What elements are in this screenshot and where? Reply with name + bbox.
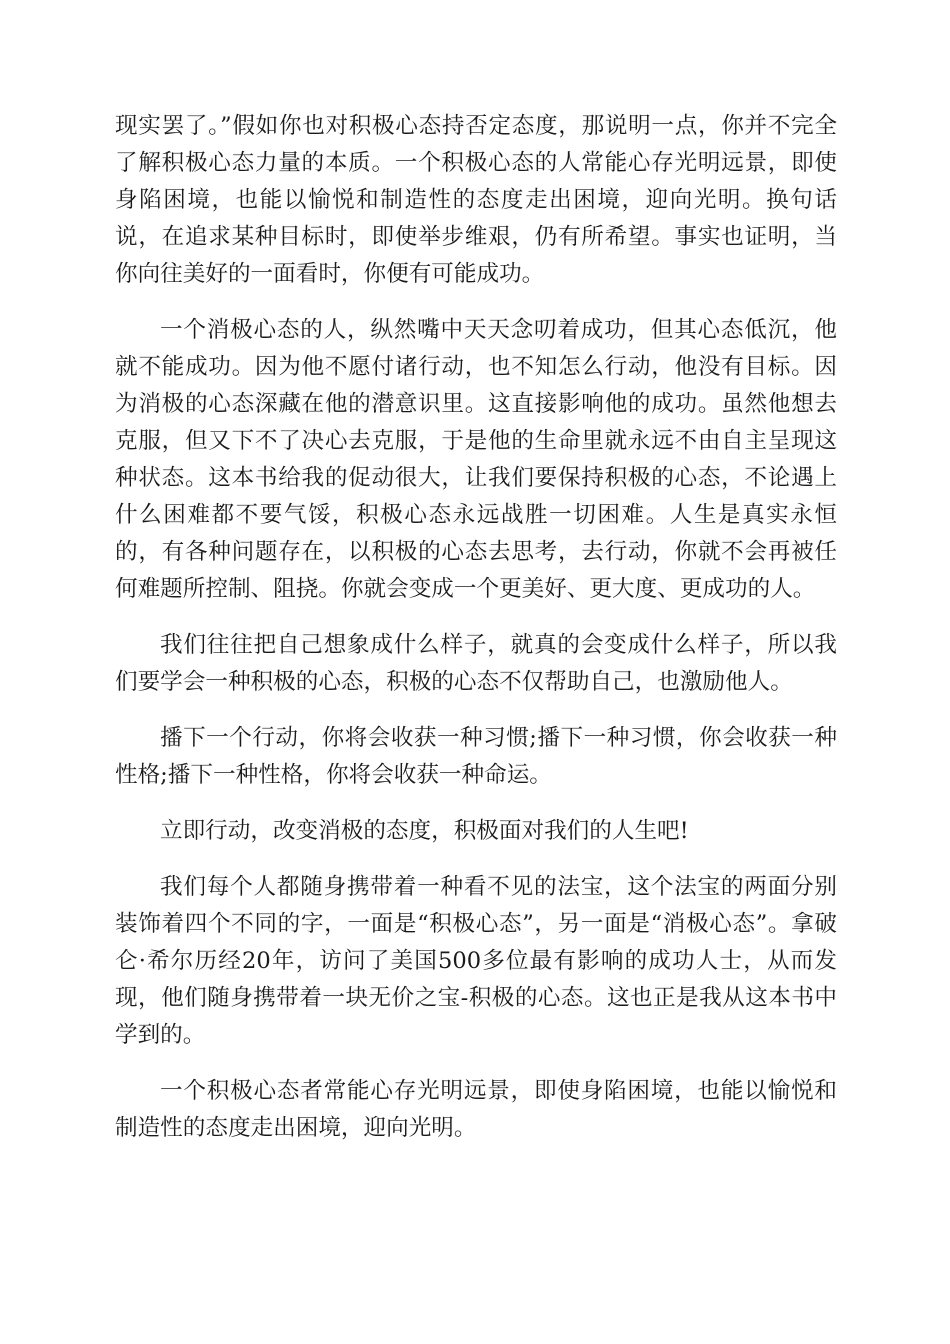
paragraph-continued: 现实罢了。”假如你也对积极心态持否定态度，那说明一点，你并不完全了解积极心态力量的本质。一个积极心态的人常能心存光明远景，即使身陷困境，也能以愉悦和制造性的态度走出困境，迎向光明。换句话说，在追求某种目标时，即使举步维艰，仍有所希望。事实也证明，当你向往美好的一面看时，你便有可能成功。	[115, 113, 837, 287]
paragraph: 我们每个人都随身携带着一种看不见的法宝，这个法宝的两面分别装饰着四个不同的字，一面是“积极心态”，另一面是“消极心态”。拿破仑·希尔历经20年，访问了美国500多位最有影响的成功人士，从而发现，他们随身携带着一块无价之宝-积极的心态。这也正是我从这本书中学到的。	[115, 874, 837, 1048]
paragraph: 播下一个行动，你将会收获一种习惯;播下一种习惯，你会收获一种性格;播下一种性格，你将会收获一种命运。	[115, 725, 837, 788]
paragraph: 我们往往把自己想象成什么样子，就真的会变成什么样子，所以我们要学会一种积极的心态，积极的心态不仅帮助自己，也激励他人。	[115, 632, 837, 695]
paragraph: 一个消极心态的人，纵然嘴中天天念叨着成功，但其心态低沉，他就不能成功。因为他不愿付诸行动，也不知怎么行动，他没有目标。因为消极的心态深藏在他的潜意识里。这直接影响他的成功。虽然他想去克服，但又下不了决心去克服，于是他的生命里就永远不由自主呈现这种状态。这本书给我的促动很大，让我们要保持积极的心态，不论遇上什么困难都不要气馁，积极心态永远战胜一切困难。人生是真实永恒的，有各种问题存在，以积极的心态去思考，去行动，你就不会再被任何难题所控制、阻挠。你就会变成一个更美好、更大度、更成功的人。	[115, 317, 837, 602]
document-body	[115, 108, 837, 1166]
paragraph: 一个积极心态者常能心存光明远景，即使身陷困境，也能以愉悦和制造性的态度走出困境，迎向光明。	[115, 1078, 837, 1141]
paragraph: 立即行动，改变消极的态度，积极面对我们的人生吧!	[160, 818, 689, 844]
